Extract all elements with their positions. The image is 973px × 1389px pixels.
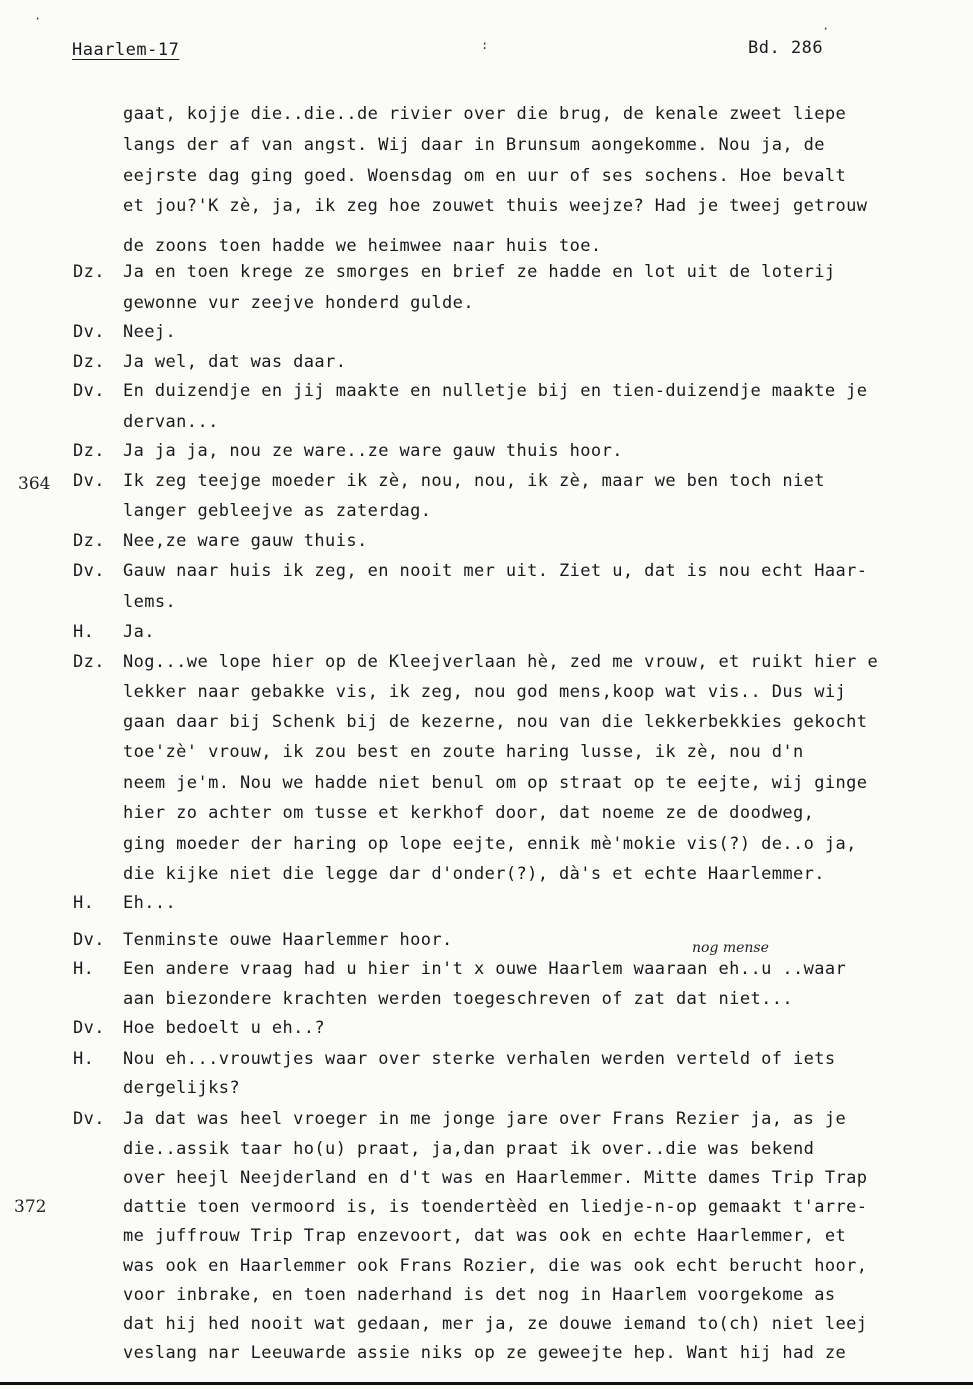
line-text: de zoons toen hadde we heimwee naar huis toe. [123, 236, 602, 256]
scan-speck: · [822, 22, 830, 36]
transcript-line [0, 236, 973, 262]
transcript-line [0, 1168, 973, 1194]
speaker-label: Dz. [73, 441, 105, 461]
transcript-line [0, 803, 973, 829]
line-text: Nou eh...vrouwtjes waar over sterke verhalen werden verteld of iets [123, 1049, 836, 1069]
speaker-label: Dv. [73, 930, 105, 950]
line-text: En duizendje en jij maakte en nulletje bij en tien-duizendje maakte je [123, 381, 868, 401]
transcript-line [0, 864, 973, 890]
line-text: Neej. [123, 322, 177, 342]
transcript-line [0, 561, 973, 587]
line-text: lekker naar gebakke vis, ik zeg, nou god mens,koop wat vis.. Dus wij [123, 682, 847, 702]
transcript-line [0, 135, 973, 161]
transcript-line [0, 773, 973, 799]
speaker-label: H. [73, 1049, 95, 1069]
line-text: voor inbrake, en toen naderhand is det nog in Haarlem voorgekome as [123, 1285, 836, 1305]
line-text: Eh... [123, 893, 177, 913]
line-text: veslang nar Leeuwarde assie niks op ze geweejte hep. Want hij had ze [123, 1343, 847, 1363]
transcript-line [0, 531, 973, 557]
transcript-line [0, 712, 973, 738]
line-text: dat hij hed nooit wat gedaan, mer ja, ze douwe iemand to(ch) niet leej [123, 1314, 868, 1334]
line-text: gaan daar bij Schenk bij de kezerne, nou van die lekkerbekkies gekocht [123, 712, 868, 732]
line-text: langs der af van angst. Wij daar in Brunsum aongekomme. Nou ja, de [123, 135, 825, 155]
transcript-line [0, 293, 973, 319]
line-text: langer gebleejve as zaterdag. [123, 501, 432, 521]
margin-note-first: 364 [18, 474, 51, 494]
transcript-line [0, 1343, 973, 1369]
line-text: Ja. [123, 622, 155, 642]
speaker-label: H. [73, 622, 95, 642]
line-text: dattie toen vermoord is, is toendertèèd en liedje-n-op gemaakt t'arre- [123, 1197, 868, 1217]
line-text: et jou?'K zè, ja, ik zeg hoe zouwet thuis weejze? Had je tweej getrouw [123, 196, 868, 216]
transcript-line [0, 196, 973, 222]
line-text: dergelijks? [123, 1078, 240, 1098]
speaker-label: Dz. [73, 352, 105, 372]
line-text: was ook en Haarlemmer ook Frans Rozier, die was ook echt berucht hoor, [123, 1256, 868, 1276]
transcript-line [0, 742, 973, 768]
transcript-line [0, 1049, 973, 1075]
line-text: hier zo achter om tusse et kerkhof door, dat noeme ze de doodweg, [123, 803, 815, 823]
transcript-line [0, 1314, 973, 1340]
transcript-line [0, 104, 973, 130]
bottom-rule [0, 1382, 973, 1385]
transcript-line [0, 501, 973, 527]
transcript-line [0, 989, 973, 1015]
transcript-line [0, 1197, 973, 1223]
transcript-line [0, 262, 973, 288]
line-text: toe'zè' vrouw, ik zou best en zoute haring lusse, ik zè, nou d'n [123, 742, 804, 762]
speaker-label: H. [73, 959, 95, 979]
line-text: neem je'm. Nou we hadde niet benul om op straat op te eejte, wij ginge [123, 773, 868, 793]
transcript-line [0, 834, 973, 860]
line-text: Ja wel, dat was daar. [123, 352, 347, 372]
line-text: ging moeder der haring op lope eejte, ennik mè'mokie vis(?) de..o ja, [123, 834, 857, 854]
margin-note-second: 372 [14, 1197, 47, 1217]
transcript-line [0, 592, 973, 618]
speaker-label: Dv. [73, 1018, 105, 1038]
line-text: gewonne vur zeejve honderd gulde. [123, 293, 474, 313]
transcript-line [0, 352, 973, 378]
line-text: lems. [123, 592, 177, 612]
speaker-label: Dv. [73, 471, 105, 491]
speaker-label: Dv. [73, 1109, 105, 1129]
transcript-line [0, 1256, 973, 1282]
transcript-line [0, 1226, 973, 1252]
transcript-line [0, 652, 973, 678]
transcript-line [0, 166, 973, 192]
line-text: over heejl Neejderland en d't was en Haarlemmer. Mitte dames Trip Trap [123, 1168, 868, 1188]
line-text: Nog...we lope hier op de Kleejverlaan hè, zed me vrouw, et ruikt hier e [123, 652, 879, 672]
document-id: Haarlem-17 [72, 40, 180, 60]
transcript-line [0, 322, 973, 348]
transcript-line [0, 1018, 973, 1044]
speaker-label: Dz. [73, 262, 105, 282]
speaker-label: Dv. [73, 322, 105, 342]
transcript-line [0, 893, 973, 919]
transcript-line [0, 930, 973, 956]
speaker-label: H. [73, 893, 95, 913]
transcript-line [0, 1109, 973, 1135]
line-text: Ja ja ja, nou ze ware..ze ware gauw thuis hoor. [123, 441, 623, 461]
transcript-line [0, 381, 973, 407]
transcript-line [0, 959, 973, 985]
speaker-label: Dv. [73, 381, 105, 401]
transcript-line [0, 412, 973, 438]
line-text: Gauw naar huis ik zeg, en nooit mer uit. Ziet u, dat is nou echt Haar- [123, 561, 868, 581]
line-text: Tenminste ouwe Haarlemmer hoor. [123, 930, 453, 950]
scan-speck: : [481, 38, 489, 52]
transcript-line [0, 682, 973, 708]
line-text: die..assik taar ho(u) praat, ja,dan praat ik over..die was bekend [123, 1139, 815, 1159]
line-text: Nee,ze ware gauw thuis. [123, 531, 368, 551]
transcript-line [0, 441, 973, 467]
line-text: Ja dat was heel vroeger in me jonge jare over Frans Rezier ja, as je [123, 1109, 847, 1129]
transcript-line [0, 622, 973, 648]
transcript-line [0, 1078, 973, 1104]
speaker-label: Dv. [73, 561, 105, 581]
transcript-line [0, 471, 973, 497]
transcript-line [0, 1285, 973, 1311]
transcript-line [0, 1139, 973, 1165]
scan-speck: · [34, 12, 42, 26]
speaker-label: Dz. [73, 652, 105, 672]
line-text: dervan... [123, 412, 219, 432]
handwritten-insert: nog mense [692, 940, 769, 956]
speaker-label: Dz. [73, 531, 105, 551]
line-text: Ja en toen krege ze smorges en brief ze hadde en lot uit de loterij [123, 262, 836, 282]
line-text: me juffrouw Trip Trap enzevoort, dat was ook en echte Haarlemmer, et [123, 1226, 847, 1246]
line-text: gaat, kojje die..die..de rivier over die brug, de kenale zweet liepe [123, 104, 847, 124]
line-text: die kijke niet die legge dar d'onder(?), dà's et echte Haarlemmer. [123, 864, 825, 884]
line-text: Een andere vraag had u hier in't x ouwe Haarlem waaraan eh..u ..waar [123, 959, 847, 979]
volume-page-number: Bd. 286 [748, 38, 824, 58]
line-text: aan biezondere krachten werden toegeschreven of zat dat niet... [123, 989, 793, 1009]
line-text: Hoe bedoelt u eh..? [123, 1018, 326, 1038]
line-text: Ik zeg teejge moeder ik zè, nou, nou, ik zè, maar we ben toch niet [123, 471, 825, 491]
line-text: eejrste dag ging goed. Woensdag om en uur of ses sochens. Hoe bevalt [123, 166, 847, 186]
